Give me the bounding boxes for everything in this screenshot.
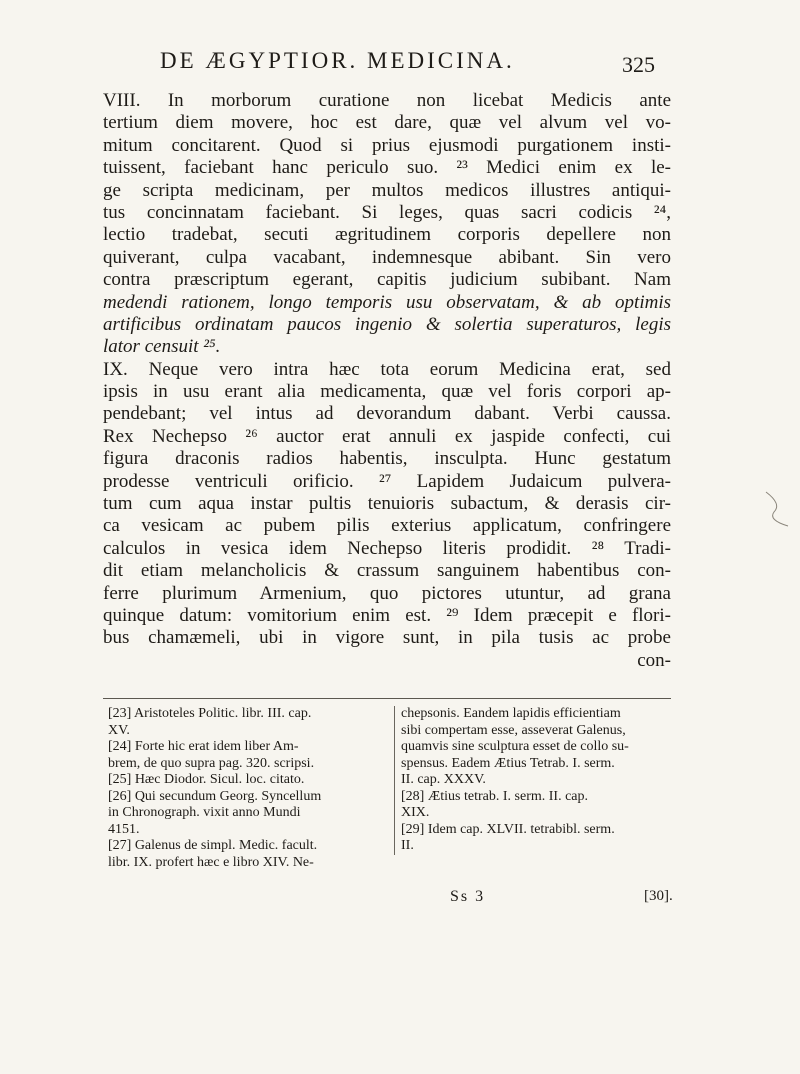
catchword-line: con- [637,649,671,671]
text-line: mitum concitarent. Quod si prius ejusmodi purgationem insti- [103,134,671,156]
page-edge-curl [764,490,790,528]
footnote-line: [23] Aristoteles Politic. libr. III. cap. [108,706,312,721]
footnote-line: II. cap. XXXV. [401,772,486,787]
text-line: medendi rationem, longo temporis usu observatam, & ab optimis [103,291,671,313]
footnote-line: spensus. Eadem Ætius Tetrab. I. serm. [401,755,615,771]
page-number: 325 [622,52,655,77]
text-line: pendebant; vel intus ad devorandum dabant. Verbi caussa. [103,403,671,425]
text-line: tuissent, faciebant hanc periculo suo. ²³ Medici enim ex le- [103,157,671,179]
footnote-line: in Chronograph. vixit anno Mundi [108,805,301,820]
text-line: quiverant, culpa vacabant, indemnesque abibant. Sin vero [103,246,671,268]
footnote-line: [24] Forte hic erat idem liber Am- [108,739,299,754]
text-line: calculos in vesica idem Nechepso literis prodidit. ²⁸ Tradi- [103,537,671,559]
text-line: ge scripta medicinam, per multos medicos illustres antiqui- [103,179,671,201]
text-line: bus chamæmeli, ubi in vigore sunt, in pila tusis ac probe [103,627,671,649]
text-line: artificibus ordinatam paucos ingenio & solertia superaturos, legis [103,313,671,335]
footnote-line: 4151. [108,821,140,837]
text-line: tertium diem movere, hoc est dare, quæ vel alvum vel vo- [103,112,671,134]
footnote-line: II. [401,838,414,853]
text-line: contra præscriptum egerant, capitis judicium subibant. Nam [103,269,671,291]
footnote-line: [29] Idem cap. XLVII. tetrabibl. serm. [401,821,615,837]
running-head: DE ÆGYPTIOR. MEDICINA. [160,48,515,73]
footnote-line: libr. IX. profert hæc e libro XIV. Ne- [108,854,314,870]
footnote-line: XIX. [401,805,430,820]
text-line: IX. Neque vero intra hæc tota eorum Medicina erat, sed [103,358,671,380]
footnotes-right-column [394,706,671,855]
footnote-line: brem, de quo supra pag. 320. scripsi. [108,755,315,771]
text-line: quinque datum: vomitorium enim est. ²⁹ Idem præcepit e flori- [103,604,671,626]
text-line: ferre plurimum Armenium, quo pictores utuntur, ad grana [103,582,671,604]
footnote-line: [27] Galenus de simpl. Medic. facult. [108,838,318,853]
footnote-line: sibi compertam esse, asseverat Galenus, [401,722,626,738]
text-line: ipsis in usu erant alia medicamenta, quæ vel foris corpori ap- [103,381,671,403]
footnote-line: XV. [108,722,130,738]
text-line: ca vesicam ac pubem pilis exterius applicatum, confringere [103,515,671,537]
text-line: tus concinnatam faciebant. Si leges, quas sacri codicis ²⁴, [103,201,671,223]
text-line: dit etiam melancholicis & crassum sanguinem habentibus con- [103,560,671,582]
footnote-line: [26] Qui secundum Georg. Syncellum [108,788,322,804]
text-line: prodesse ventriculi orificio. ²⁷ Lapidem Judaicum pulvera- [103,470,671,492]
signature-mark: Ss 3 [450,888,486,905]
footnote-line: chepsonis. Eandem lapidis efficientiam [401,706,621,721]
text-line: figura draconis radios habentis, insculpta. Hunc gestatum [103,448,671,470]
footnote-line: quamvis sine sculptura esset de collo su- [401,739,629,754]
footnote-line: [25] Hæc Diodor. Sicul. loc. citato. [108,772,305,787]
main-text [103,90,671,672]
catchword: [30]. [644,888,673,904]
footnotes-left-column [108,706,380,871]
text-line: Rex Nechepso ²⁶ auctor erat annuli ex jaspide confecti, cui [103,425,671,447]
text-line: VIII. In morborum curatione non licebat Medicis ante [103,90,671,111]
footnote-line: [28] Ætius tetrab. I. serm. II. cap. [401,788,588,804]
footnote-rule [103,698,671,699]
text-line: lator censuit ²⁵. [103,336,221,358]
text-line: lectio tradebat, secuti ægritudinem corporis depellere non [103,224,671,246]
text-line: tum cum aqua instar pultis tenuioris subactum, & derasis cir- [103,493,671,515]
